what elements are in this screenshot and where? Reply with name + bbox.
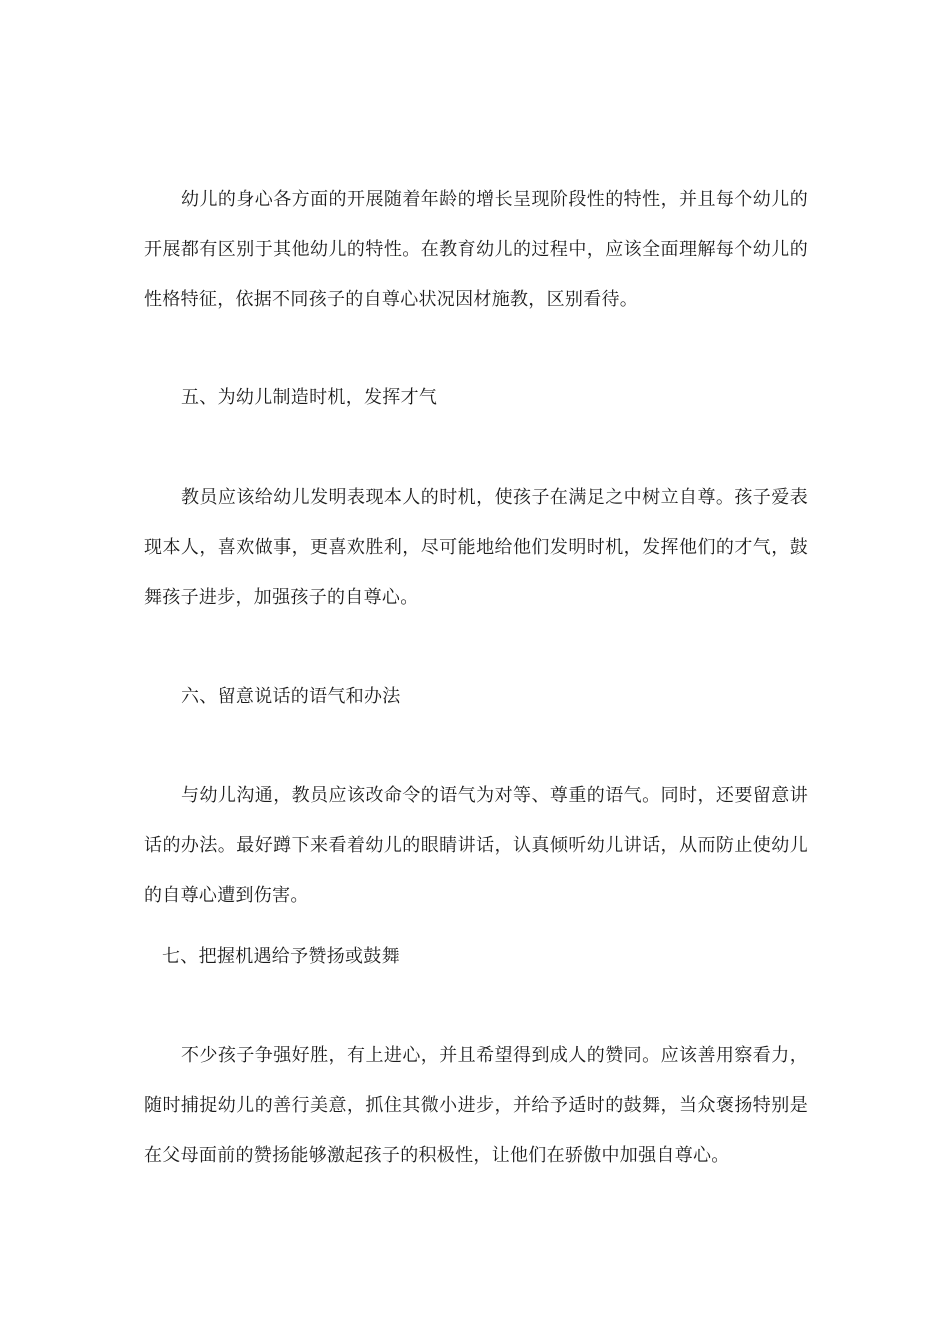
paragraph-create-opportunities: 教员应该给幼儿发明表现本人的时机，使孩子在满足之中树立自尊。孩子爱表现本人，喜欢做事，更喜欢胜利，尽可能地给他们发明时机，发挥他们的才气，鼓舞孩子进步，加强孩子的自尊心。 [144, 487, 808, 608]
paragraph-speaking-tone: 与幼儿沟通，教员应该改命令的语气为对等、尊重的语气。同时，还要留意讲话的办法。最好蹲下来看着幼儿的眼睛讲话，认真倾听幼儿讲话，从而防止使幼儿的自尊心遭到伤害。 [144, 785, 808, 906]
section-heading-5: 五、为幼儿制造时机，发挥才气 [181, 387, 438, 408]
paragraph-development-traits: 幼儿的身心各方面的开展随着年龄的增长呈现阶段性的特性，并且每个幼儿的开展都有区别于其他幼儿的特性。在教育幼儿的过程中，应该全面理解每个幼儿的性格特征，依据不同孩子的自尊心状况因材施教，区别看待。 [144, 189, 808, 310]
section-heading-6: 六、留意说话的语气和办法 [181, 686, 401, 707]
section-heading-7: 七、把握机遇给予赞扬或鼓舞 [162, 946, 400, 967]
paragraph-praise-encouragement: 不少孩子争强好胜，有上进心，并且希望得到成人的赞同。应该善用察看力，随时捕捉幼儿的善行美意，抓住其微小进步，并给予适时的鼓舞，当众褒扬特别是在父母面前的赞扬能够激起孩子的积极性，让他们在骄傲中加强自尊心。 [144, 1045, 808, 1166]
